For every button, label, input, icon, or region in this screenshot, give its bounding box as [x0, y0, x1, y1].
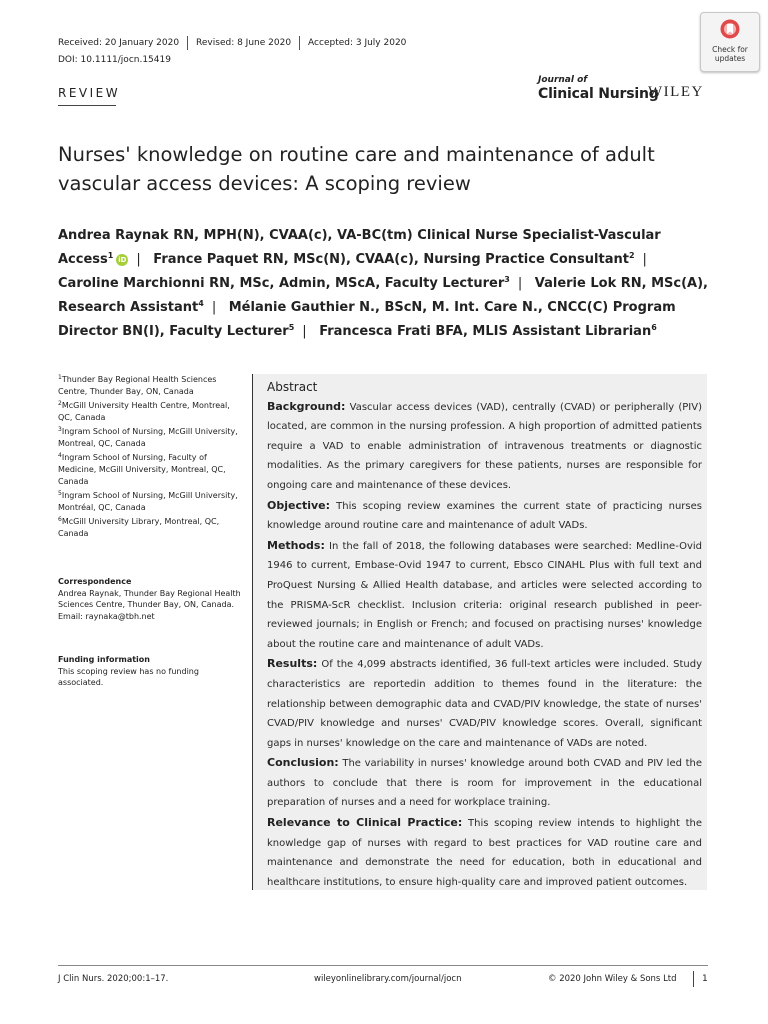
journal-name-prefix: Journal of	[538, 75, 588, 85]
page-number: 1	[702, 974, 708, 984]
abstract-section-text: This scoping review intends to highlight the knowledge gap of nurses with regard to best practices for VAD routine care and maintenance and demonstrate the need for education, both in educational and healthcare institutions, to ensure high-quality care and improved patient outcomes.	[267, 818, 703, 888]
affiliation-item	[58, 400, 243, 424]
bookmark-icon	[720, 19, 740, 39]
affiliation-text: Thunder Bay Regional Health Sciences Centre, Thunder Bay, ON, Canada	[58, 375, 217, 396]
author-separator: |	[136, 252, 141, 267]
correspondence-address: Andrea Raynak, Thunder Bay Regional Health Sciences Centre, Thunder Bay, ON, Canada.	[58, 588, 241, 609]
abstract-section-label: Conclusion:	[267, 756, 339, 770]
author-name: France Paquet RN, MSc(N), CVAA(c), Nursing Practice Consultant	[153, 252, 629, 267]
abstract-section	[267, 654, 702, 753]
abstract-section-label: Relevance to Clinical Practice:	[267, 816, 463, 830]
footer-divider	[58, 965, 708, 966]
check-for-updates-label: Check for updates	[712, 45, 748, 63]
footer-journal-url[interactable]: wileyonlinelibrary.com/journal/jocn	[314, 974, 462, 984]
affiliation-number: 3	[58, 426, 62, 433]
divider	[299, 36, 300, 50]
journal-name: Clinical Nursing	[538, 86, 659, 102]
abstract-heading: Abstract	[267, 380, 318, 394]
orcid-icon[interactable]: iD	[118, 256, 127, 264]
revised-date: Revised: 8 June 2020	[196, 38, 292, 48]
accepted-date: Accepted: 3 July 2020	[308, 38, 407, 48]
author-name: Valerie Lok RN, MSc(A), Research Assistant	[58, 276, 708, 315]
abstract-section-text: Of the 4,099 abstracts identified, 36 full-text articles were included. Study characteristics are reportedin addition to themes found in the literature: the relationship between demographic data and CVAD/PIV knowledge, the state of nurses' CVAD/PIV knowledge and nurses' CVAD/PIV knowledge scores. Overall, significant gaps in nurses' knowledge on the care and maintenance of VADs are noted.	[267, 659, 702, 749]
abstract-section	[267, 397, 702, 496]
affiliation-text: McGill University Library, Montreal, QC, Canada	[58, 517, 220, 538]
received-date: Received: 20 January 2020	[58, 38, 180, 48]
author-affiliation-marker: 6	[651, 323, 657, 332]
abstract-content	[267, 378, 702, 892]
publisher-logo: WILEY	[648, 84, 704, 100]
affiliation-text: McGill University Health Centre, Montreal, QC, Canada	[58, 401, 230, 422]
correspondence-email[interactable]: Email: raynaka@tbh.net	[58, 611, 155, 621]
abstract-box	[252, 374, 707, 890]
check-for-updates-button[interactable]	[700, 12, 760, 72]
author-affiliation-marker: 1	[107, 251, 114, 260]
correspondence-heading: Correspondence	[58, 577, 132, 586]
abstract-section-text: Vascular access devices (VAD), centrally (CVAD) or peripherally (PIV) located, are common in the nursing profession. A high proportion of admitted patients require a VAD to enable administration of intravenous treatments or diagnostic modalities. As the primary caregivers for these patients, nurses are responsible for ongoing care and maintenance of these devices.	[267, 401, 702, 491]
footer-page-divider	[693, 971, 694, 987]
abstract-section	[267, 813, 702, 892]
author-list	[58, 224, 713, 344]
affiliation-number: 6	[58, 516, 62, 523]
abstract-section	[267, 496, 702, 536]
author-name: Andrea Raynak RN, MPH(N), CVAA(c), VA-BC(tm) Clinical Nurse Specialist-Vascular Access	[58, 228, 661, 267]
abstract-section	[267, 536, 702, 655]
affiliation-number: 5	[58, 490, 62, 497]
funding-heading: Funding information	[58, 655, 150, 664]
article-title: Nurses' knowledge on routine care and maintenance of adult vascular access devices: A scoping review	[58, 143, 655, 195]
abstract-section	[267, 753, 702, 813]
author-separator: |	[211, 300, 217, 315]
correspondence	[58, 576, 243, 622]
author-affiliation-marker: 5	[288, 323, 295, 332]
footer-copyright: © 2020 John Wiley & Sons Ltd	[548, 974, 677, 984]
affiliation-item	[58, 490, 243, 514]
doi[interactable]: DOI: 10.1111/jocn.15419	[58, 55, 171, 65]
author-affiliation-marker: 4	[198, 299, 204, 308]
author-separator: |	[642, 252, 647, 267]
abstract-section-label: Results:	[267, 657, 318, 671]
footer-citation: J Clin Nurs. 2020;00:1–17.	[58, 974, 169, 984]
abstract-section-text: The variability in nurses' knowledge around both CVAD and PIV led the authors to conclude that there is room for improvement in the educational preparation of nurses and a need for workplace training.	[267, 758, 702, 809]
author-affiliation-marker: 3	[504, 275, 510, 284]
author-name: Francesca Frati BFA, MLIS Assistant Librarian	[319, 324, 652, 339]
article-type-underline	[58, 105, 116, 106]
abstract-section-label: Objective:	[267, 498, 331, 512]
abstract-section-label: Background:	[267, 399, 346, 413]
author-name: Caroline Marchionni RN, MSc, Admin, MScA, Faculty Lecturer	[58, 276, 505, 291]
divider	[187, 36, 188, 50]
affiliation-item	[58, 452, 243, 488]
publication-dates	[58, 36, 406, 50]
abstract-section-label: Methods:	[267, 538, 325, 552]
affiliation-number: 2	[58, 400, 62, 407]
author-separator: |	[302, 324, 307, 339]
author-name: Mélanie Gauthier N., BScN, M. Int. Care N., CNCC(C) Program Director BN(I), Faculty Lecturer	[58, 300, 676, 339]
abstract-section-text: This scoping review examines the current state of practicing nurses knowledge around routine care and maintenance of adult VADs.	[267, 500, 702, 532]
affiliation-item	[58, 516, 243, 540]
affiliation-item	[58, 426, 243, 450]
affiliation-text: Ingram School of Nursing, McGill University, Montréal, QC, Canada	[58, 491, 238, 512]
affiliation-item	[58, 374, 243, 398]
funding-text: This scoping review has no funding associated.	[58, 666, 199, 687]
article-type: REVIEW	[58, 86, 121, 100]
affiliation-text: Ingram School of Nursing, Faculty of Medicine, McGill University, Montreal, QC, Canada	[58, 453, 226, 486]
affiliation-text: Ingram School of Nursing, McGill University, Montreal, QC, Canada	[58, 427, 238, 448]
affiliation-number: 1	[58, 374, 62, 381]
funding-information	[58, 654, 243, 689]
abstract-section-text: In the fall of 2018, the following databases were searched: Medline-Ovid 1946 to current, Embase-Ovid 1947 to current, Ebsco CINAHL Plus with full text and ProQuest Nursing & Allied Health database, and articles were selected according to the PRISMA-ScR checklist. Inclusion criteria: original research published in peer-reviewed journals; in English or French; and focused on practising nurses' knowledge about the routine care and maintenance of adult VADs.	[267, 540, 702, 650]
affiliation-number: 4	[58, 452, 62, 459]
author-separator: |	[517, 276, 523, 291]
affiliations	[58, 374, 243, 542]
author-affiliation-marker: 2	[628, 251, 635, 260]
